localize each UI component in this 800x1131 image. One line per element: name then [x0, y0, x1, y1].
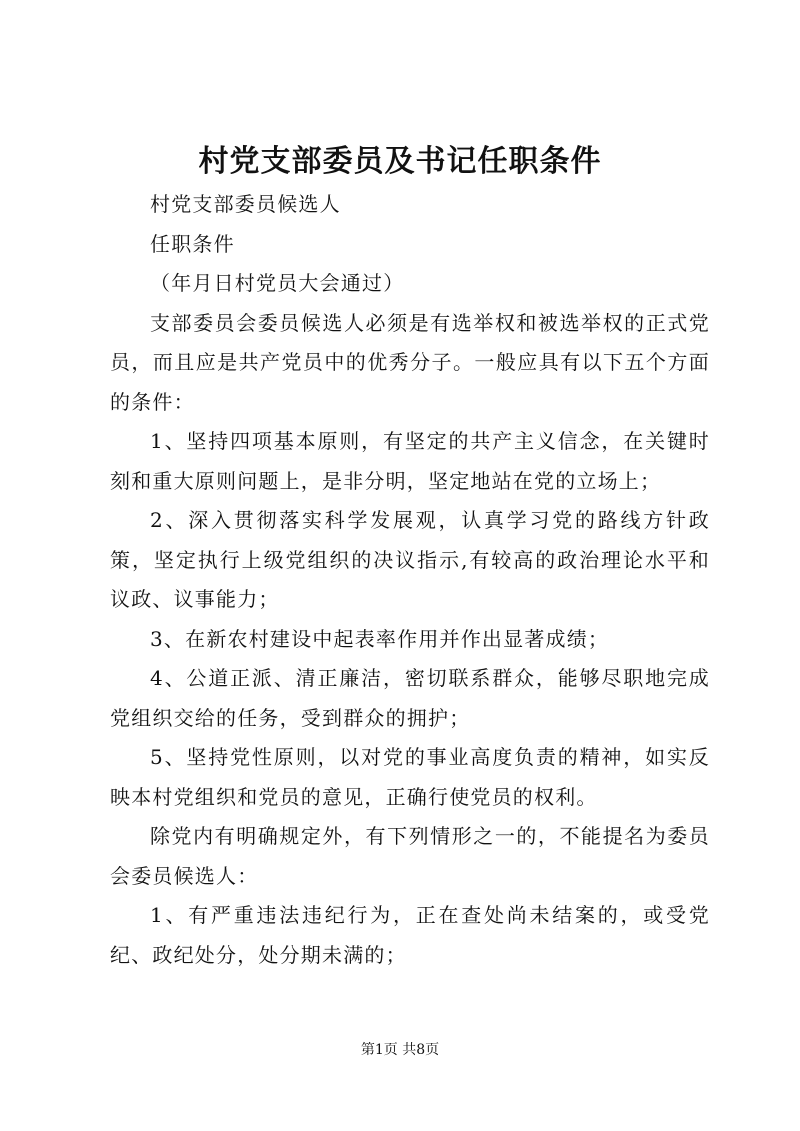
paragraph-conditions-heading: 任职条件: [150, 231, 235, 256]
paragraph-condition-3: 3、在新农村建设中起表率作用并作出显著成绩；: [150, 626, 610, 651]
paragraph-exclusion-1: 1、有严重违法违纪行为，正在查处尚未结案的，或受党纪、政纪处分，处分期未满的；: [110, 903, 710, 967]
paragraph-intro: 支部委员会委员候选人必须是有选举权和被选举权的正式党员，而且应是共产党员中的优秀分子。一般应具有以下五个方面的条件：: [110, 310, 710, 414]
paragraph-adoption-note: （年月日村党员大会通过）: [150, 271, 405, 295]
paragraph-condition-2: 2、深入贯彻落实科学发展观，认真学习党的路线方针政策，坚定执行上级党组织的决议指示,有较高的政治理论水平和议政、议事能力；: [110, 508, 710, 611]
paragraph-exclusions-intro: 除党内有明确规定外，有下列情形之一的，不能提名为委员会委员候选人：: [110, 824, 710, 888]
paragraph-condition-1: 1、坚持四项基本原则，有坚定的共产主义信念，在关键时刻和重大原则问题上，是非分明，坚定地站在党的立场上；: [110, 429, 710, 493]
paragraph-condition-5: 5、坚持党性原则，以对党的事业高度负责的精神，如实反映本村党组织和党员的意见，正确行使党员的权利。: [110, 745, 710, 809]
document-body: [110, 185, 710, 975]
document-title: 村党支部委员及书记任职条件: [198, 144, 602, 179]
paragraph-condition-4: 4、公道正派、清正廉洁，密切联系群众，能够尽职地完成党组织交给的任务，受到群众的拥护；: [110, 666, 710, 730]
page-footer: 第1页 共8页: [360, 1042, 440, 1058]
paragraph-candidate-heading: 村党支部委员候选人: [150, 192, 341, 216]
